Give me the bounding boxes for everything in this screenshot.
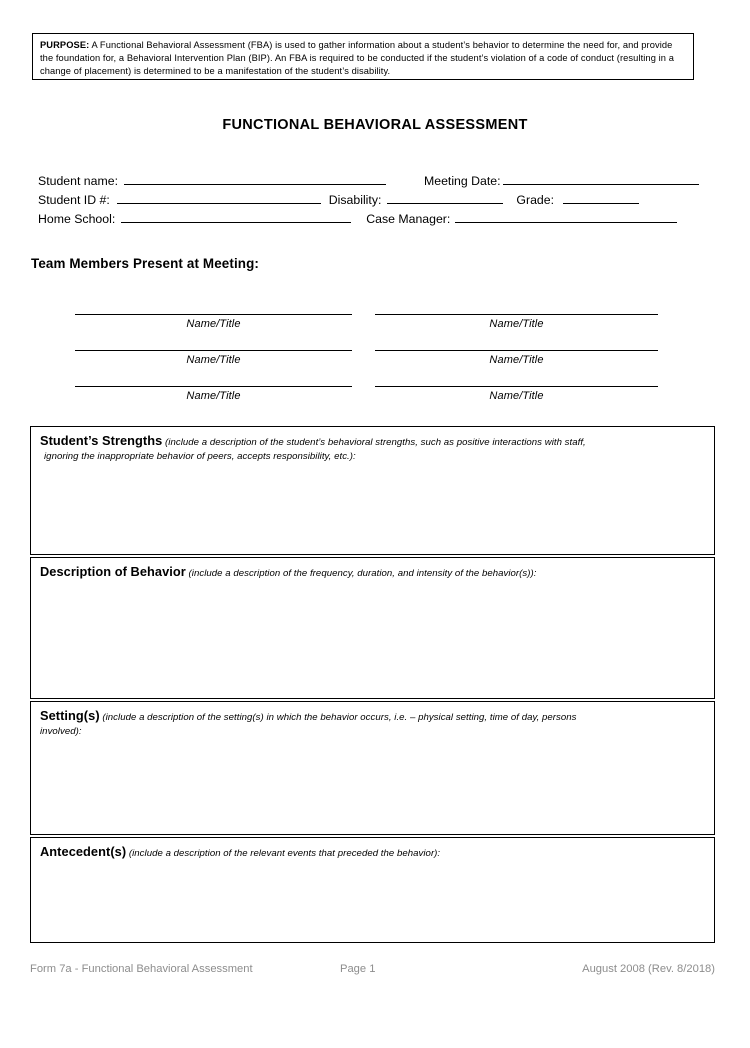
team-member-input-3[interactable] (75, 350, 352, 351)
section-title: Description of Behavior (40, 564, 186, 579)
footer-revision-date: August 2008 (Rev. 8/2018) (582, 963, 715, 975)
form-row-home-school (38, 208, 677, 226)
grade-input[interactable] (563, 189, 639, 204)
section-hint-line-1: (include a description of the relevant events that preceded the behavior): (126, 848, 441, 859)
team-member-input-4[interactable] (375, 350, 658, 351)
section-header (40, 434, 705, 464)
team-member-input-1[interactable] (75, 314, 352, 315)
meeting-date-input[interactable] (503, 170, 699, 185)
team-member-input-6[interactable] (375, 386, 658, 387)
section-title: Setting(s) (40, 708, 100, 723)
team-member-input-2[interactable] (375, 314, 658, 315)
page-title: FUNCTIONAL BEHAVIORAL ASSESSMENT (222, 117, 528, 133)
team-member-caption-4: Name/Title (489, 354, 544, 366)
team-member-caption-5: Name/Title (186, 390, 241, 402)
form-row-student-id (38, 189, 639, 207)
team-member-input-5[interactable] (75, 386, 352, 387)
purpose-text (40, 39, 686, 79)
section-header (40, 709, 705, 739)
section-hint-line-2: ignoring the inappropriate behavior of peers, accepts responsibility, etc.): (44, 451, 356, 462)
student-name-input[interactable] (124, 170, 386, 185)
purpose-label: PURPOSE: (40, 40, 90, 50)
student-id-label: Student ID #: (38, 193, 110, 207)
section-hint-line-1: (include a description of the setting(s) in which the behavior occurs, i.e. – physical setting, time of day, persons (99, 712, 577, 723)
team-members-heading: Team Members Present at Meeting: (31, 256, 260, 271)
form-row-student-name (38, 170, 699, 188)
student-id-input[interactable] (117, 189, 321, 204)
disability-label: Disability: (328, 193, 382, 207)
case-manager-label: Case Manager: (366, 212, 451, 226)
section-hint-line-1: (include a description of the frequency, duration, and intensity of the behavior(s)): (185, 568, 537, 579)
footer-page-number: Page 1 (340, 963, 376, 975)
team-member-caption-1: Name/Title (186, 318, 241, 330)
student-name-label: Student name: (38, 174, 118, 188)
team-member-caption-6: Name/Title (489, 390, 544, 402)
footer-form-name: Form 7a - Functional Behavioral Assessment (30, 963, 253, 975)
home-school-input[interactable] (121, 208, 351, 223)
disability-input[interactable] (387, 189, 503, 204)
page-footer (30, 963, 715, 979)
team-member-caption-3: Name/Title (186, 354, 241, 366)
grade-label: Grade: (516, 193, 554, 207)
section-header (40, 565, 705, 581)
section-antecedents[interactable] (30, 837, 715, 943)
section-hint-line-1: (include a description of the student’s behavioral strengths, such as positive interactions with staff, (162, 437, 586, 448)
section-settings[interactable] (30, 701, 715, 835)
section-hint-line-2: involved): (40, 726, 82, 737)
section-title: Student’s Strengths (40, 433, 163, 448)
section-title: Antecedent(s) (40, 844, 127, 859)
purpose-body: A Functional Behavioral Assessment (FBA) is used to gather information about a student’s behavior to determine the need for, and provide the foundation for, a Behavioral Intervention Plan (BIP). An FBA is required to be conducted if the student’s violation of a code of conduct (resulting in a change of placement) is determined to be a manifestation of the student’s disability. (40, 40, 674, 77)
case-manager-input[interactable] (455, 208, 677, 223)
purpose-box (32, 33, 694, 80)
section-description-of-behavior[interactable] (30, 557, 715, 699)
meeting-date-label: Meeting Date: (423, 174, 501, 188)
team-member-caption-2: Name/Title (489, 318, 544, 330)
section-student-strengths[interactable] (30, 426, 715, 555)
home-school-label: Home School: (38, 212, 116, 226)
section-header (40, 845, 705, 861)
